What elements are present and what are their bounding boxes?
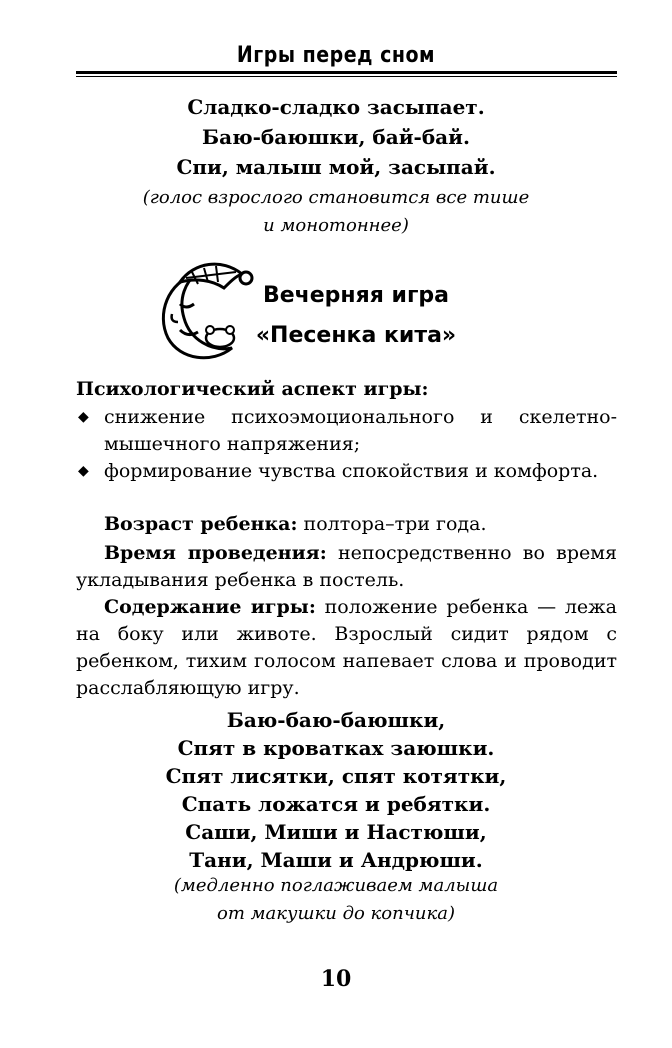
poem-line: Спи, малыш мой, засыпай. xyxy=(176,155,496,179)
note-line: (голос взрослого становится все тише xyxy=(142,187,530,208)
running-header: Игры перед сном xyxy=(236,42,436,68)
note-line: и монотоннее) xyxy=(263,215,409,236)
poem-bottom xyxy=(0,706,672,874)
note-line: от макушки до копчика) xyxy=(216,903,456,924)
header-rule xyxy=(76,71,617,74)
aspect-label: Психологический аспект игры: xyxy=(76,378,429,400)
aspect-heading xyxy=(76,376,617,403)
poem-line: Спят лисятки, спят котятки, xyxy=(165,764,507,788)
age-label: Возраст ребенка: xyxy=(104,513,298,535)
game-title-line2: «Песенка кита» xyxy=(255,323,457,348)
time-label: Время проведения: xyxy=(104,542,327,564)
game-title-line1: Вечерняя игра xyxy=(262,283,450,308)
page-number: 10 xyxy=(320,966,352,992)
header-rule-thin xyxy=(76,76,617,77)
list-item xyxy=(76,458,617,485)
poem-line: Баю-баю-баюшки, xyxy=(226,708,446,732)
poem-line: Спят в кроватках заюшки. xyxy=(177,736,495,760)
poem-line: Сладко-сладко засыпает. xyxy=(187,95,485,119)
diamond-bullet-icon: ◆ xyxy=(78,409,89,425)
list-item-text: формирование чувства спокойствия и комфорта. xyxy=(104,460,599,482)
list-item-text: снижение психоэмоционального и скелетно-мышечного напряжения; xyxy=(104,406,617,455)
time-paragraph xyxy=(76,540,617,594)
game-title xyxy=(236,276,476,356)
poem-line: Спать ложатся и ребятки. xyxy=(181,792,491,816)
poem-bottom-note xyxy=(0,872,672,928)
poem-line: Тани, Маши и Андрюши. xyxy=(189,848,483,872)
aspect-list xyxy=(76,404,617,485)
poem-top xyxy=(0,92,672,182)
age-paragraph xyxy=(76,511,617,538)
note-line: (медленно поглаживаем малыша xyxy=(173,875,499,896)
list-item xyxy=(76,404,617,458)
content-value: положение ребенка — лежа на боку или животе. Взрослый сидит рядом с ребенком, тихим голосом напевает слова и проводит расслабляющую игру. xyxy=(76,596,617,699)
poem-line: Саши, Миши и Настюши, xyxy=(185,820,487,844)
content-label: Содержание игры: xyxy=(104,596,316,618)
poem-line: Баю-баюшки, бай-бай. xyxy=(202,125,470,149)
poem-top-note xyxy=(0,184,672,240)
time-value: непосредственно во время укладывания ребенка в постель. xyxy=(76,542,618,591)
content-paragraph xyxy=(76,594,617,702)
age-value: полтора–три года. xyxy=(297,513,487,535)
diamond-bullet-icon: ◆ xyxy=(78,463,89,479)
